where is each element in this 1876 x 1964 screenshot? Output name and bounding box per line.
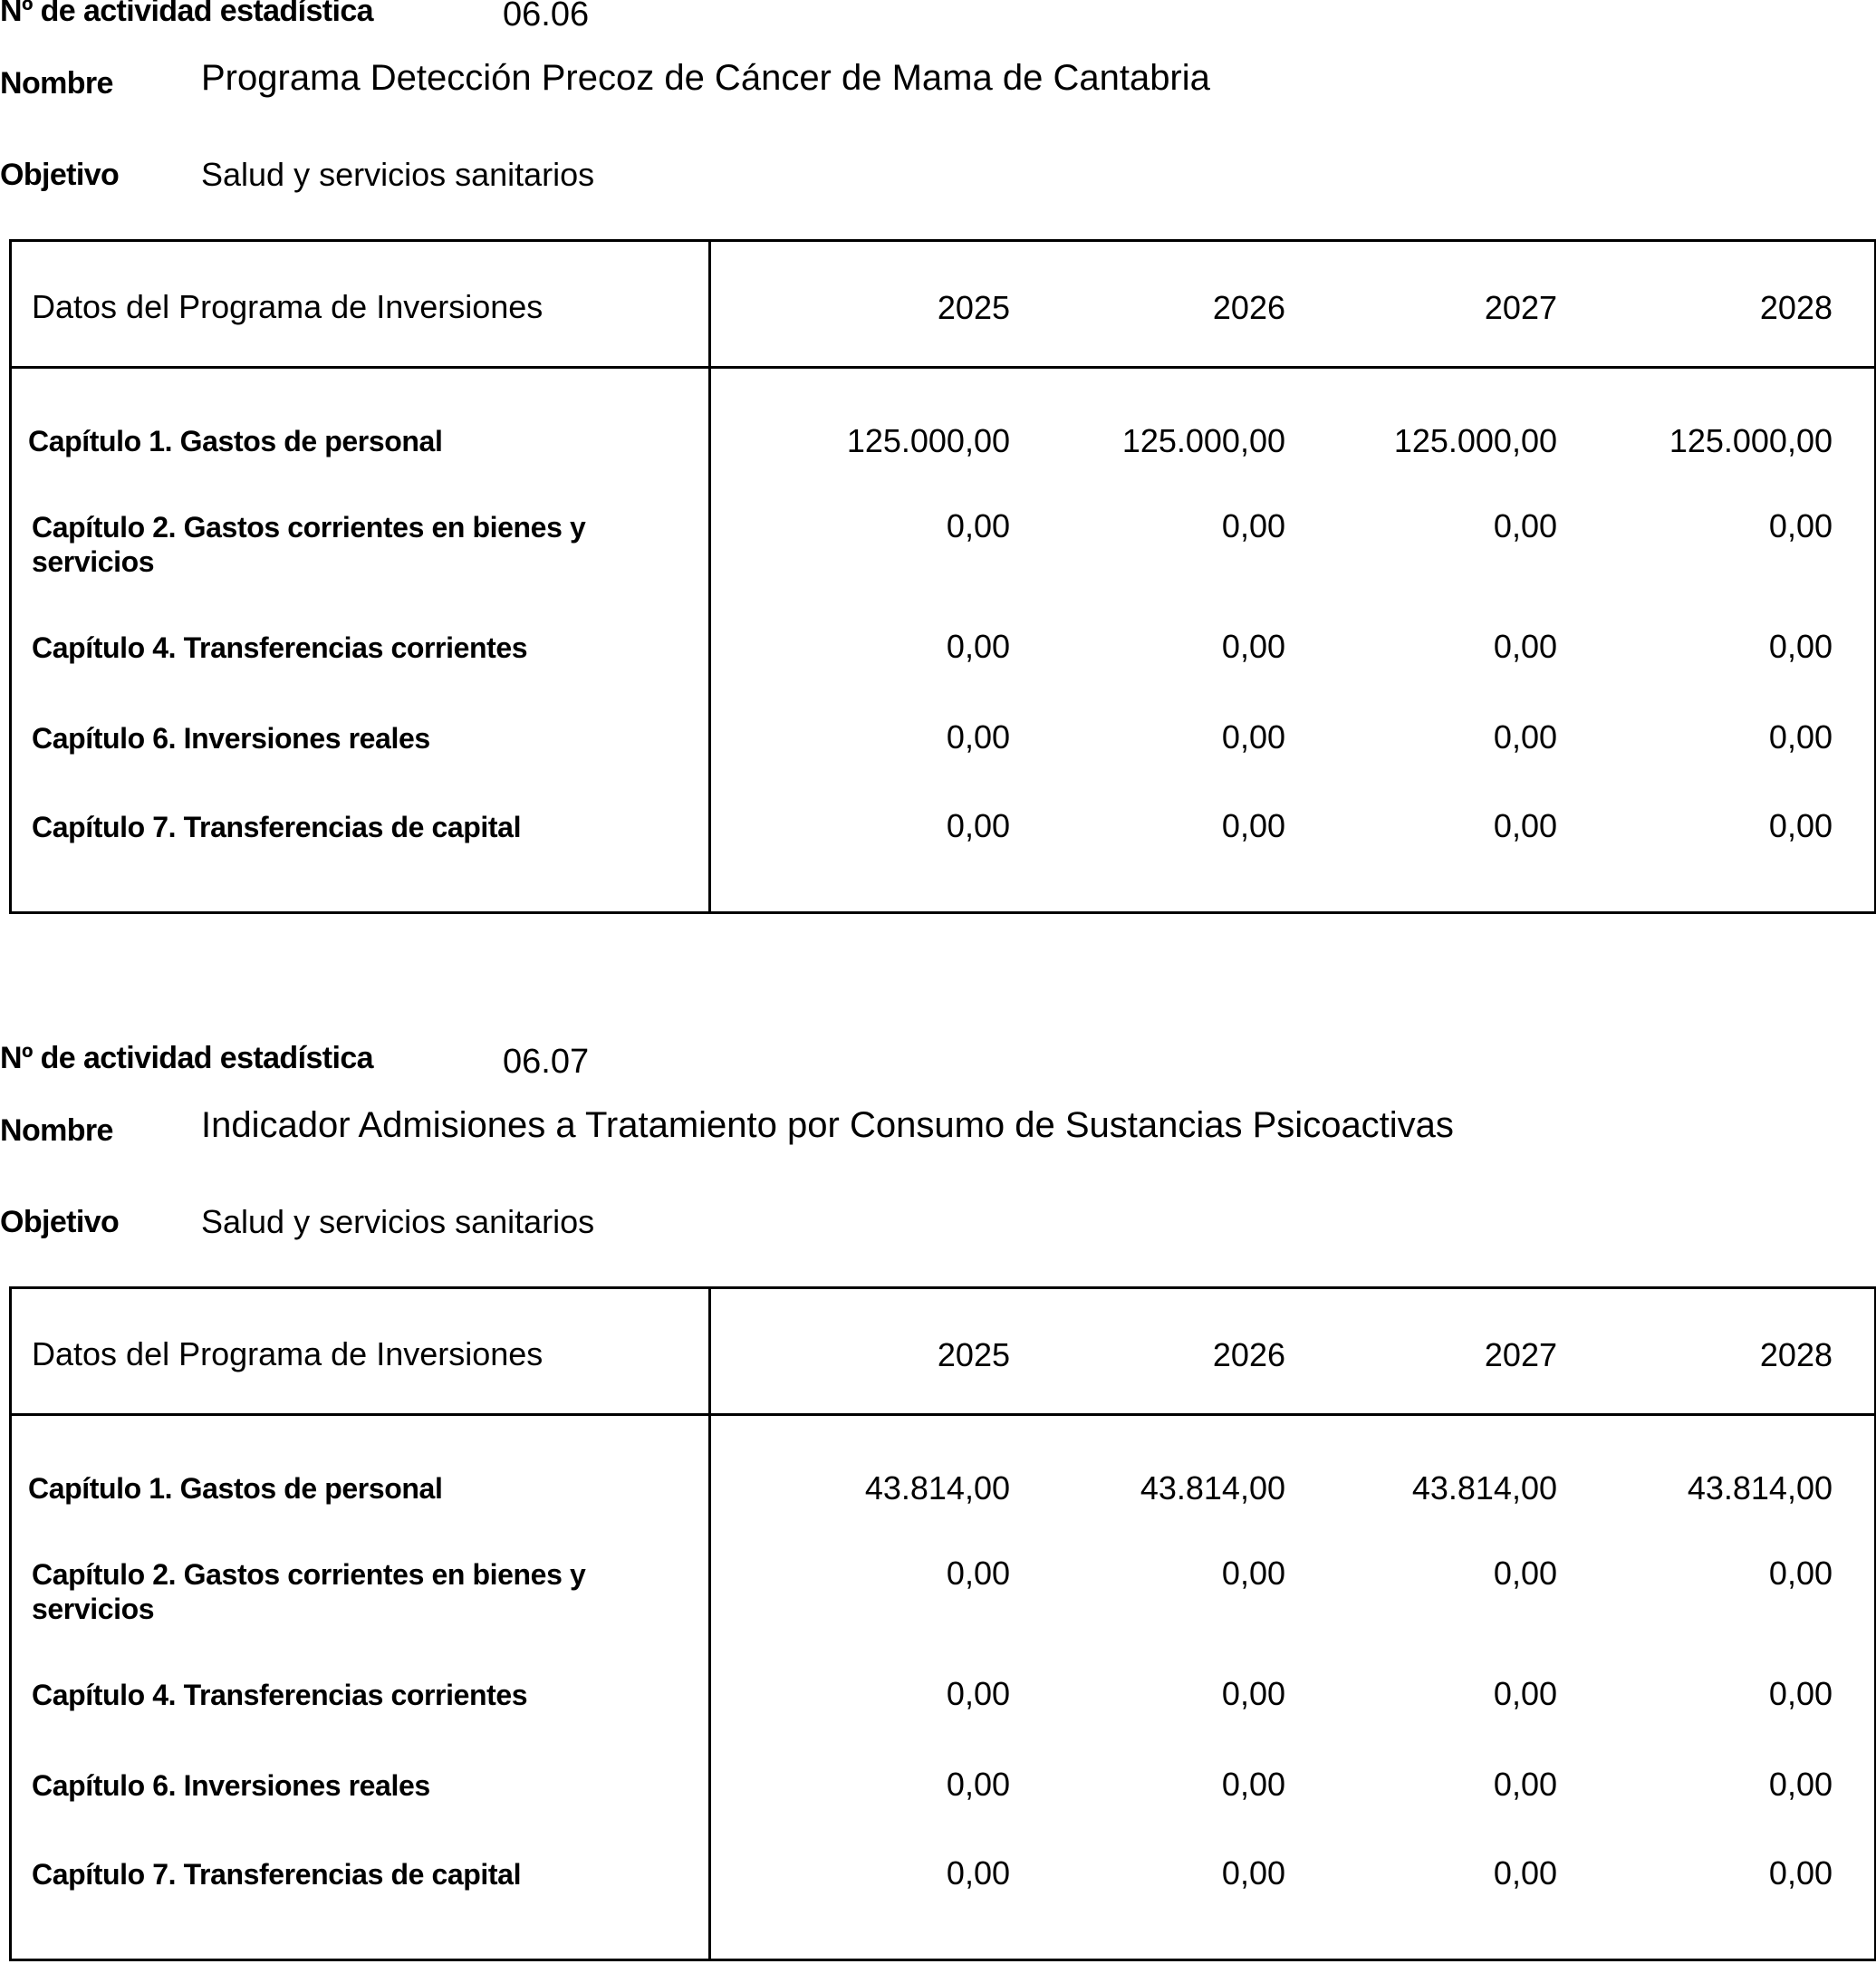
cell-value: 0,00 <box>1221 1675 1285 1712</box>
cell-value: 0,00 <box>1493 507 1557 544</box>
cell-value: 0,00 <box>1221 718 1285 756</box>
cell-value: 0,00 <box>946 1555 1010 1592</box>
objective-label: Objetivo <box>0 1205 120 1239</box>
row-label: Capítulo 4. Transferencias corrientes <box>32 631 528 664</box>
cell-value: 0,00 <box>946 1766 1010 1803</box>
cell-value: 43.814,00 <box>1140 1469 1285 1507</box>
cell-value: 0,00 <box>1221 807 1285 844</box>
cell-value: 0,00 <box>1768 1675 1833 1712</box>
cell-value: 43.814,00 <box>1411 1469 1557 1507</box>
row-label: Capítulo 6. Inversiones reales <box>32 1769 430 1802</box>
cell-value: 0,00 <box>1768 1854 1833 1892</box>
name-label: Nombre <box>0 1113 113 1148</box>
cell-value: 0,00 <box>946 807 1010 844</box>
column-divider <box>708 242 711 911</box>
year-header: 2028 <box>1759 1336 1833 1373</box>
year-header: 2027 <box>1484 289 1557 326</box>
header-divider <box>12 366 1874 369</box>
name-label: Nombre <box>0 66 113 101</box>
objective-value: Salud y servicios sanitarios <box>201 1203 595 1240</box>
header-divider <box>12 1413 1874 1416</box>
investment-table <box>9 1286 1876 1961</box>
year-header: 2026 <box>1212 1336 1285 1373</box>
row-label: Capítulo 7. Transferencias de capital <box>32 1858 522 1891</box>
year-header: 2025 <box>937 1336 1010 1373</box>
year-header: 2025 <box>937 289 1010 326</box>
cell-value: 0,00 <box>946 1675 1010 1712</box>
cell-value: 0,00 <box>1221 507 1285 544</box>
cell-value: 43.814,00 <box>1687 1469 1833 1507</box>
cell-value: 0,00 <box>1768 718 1833 756</box>
cell-value: 0,00 <box>1493 718 1557 756</box>
cell-value: 0,00 <box>1493 1766 1557 1803</box>
cell-value: 125.000,00 <box>1393 422 1557 459</box>
cell-value: 0,00 <box>946 507 1010 544</box>
row-label: Capítulo 4. Transferencias corrientes <box>32 1679 528 1711</box>
cell-value: 0,00 <box>1493 807 1557 844</box>
column-divider <box>708 1289 711 1959</box>
cell-value: 125.000,00 <box>846 422 1010 459</box>
year-header: 2027 <box>1484 1336 1557 1373</box>
cell-value: 0,00 <box>1493 1555 1557 1592</box>
cell-value: 0,00 <box>1221 1766 1285 1803</box>
objective-label: Objetivo <box>0 158 120 192</box>
cell-value: 0,00 <box>1221 628 1285 665</box>
activity-section-2 <box>0 1041 1876 1953</box>
year-header: 2028 <box>1759 289 1833 326</box>
cell-value: 0,00 <box>1493 1854 1557 1892</box>
cell-value: 0,00 <box>1493 628 1557 665</box>
cell-value: 0,00 <box>1768 628 1833 665</box>
activity-number-label: Nº de actividad estadística <box>0 0 373 28</box>
activity-number-value: 06.06 <box>503 0 590 34</box>
cell-value: 43.814,00 <box>864 1469 1010 1507</box>
row-label: Capítulo 1. Gastos de personal <box>28 1472 443 1505</box>
row-label: Capítulo 2. Gastos corrientes en bienes y servicios <box>32 1558 586 1625</box>
cell-value: 0,00 <box>1768 507 1833 544</box>
row-label: Capítulo 6. Inversiones reales <box>32 722 430 755</box>
cell-value: 125.000,00 <box>1669 422 1833 459</box>
table-header-title: Datos del Programa de Inversiones <box>32 288 544 325</box>
cell-value: 125.000,00 <box>1121 422 1285 459</box>
name-value: Indicador Admisiones a Tratamiento por Consumo de Sustancias Psicoactivas <box>201 1105 1454 1145</box>
cell-value: 0,00 <box>946 718 1010 756</box>
investment-table <box>9 239 1876 914</box>
year-header: 2026 <box>1212 289 1285 326</box>
table-header-title: Datos del Programa de Inversiones <box>32 1335 544 1372</box>
cell-value: 0,00 <box>1221 1854 1285 1892</box>
cell-value: 0,00 <box>1768 807 1833 844</box>
row-label: Capítulo 7. Transferencias de capital <box>32 811 522 843</box>
activity-number-value: 06.07 <box>503 1043 590 1081</box>
cell-value: 0,00 <box>946 1854 1010 1892</box>
objective-value: Salud y servicios sanitarios <box>201 156 595 193</box>
name-value: Programa Detección Precoz de Cáncer de Mama de Cantabria <box>201 58 1210 98</box>
cell-value: 0,00 <box>1768 1555 1833 1592</box>
cell-value: 0,00 <box>1493 1675 1557 1712</box>
activity-section-1 <box>0 0 1876 906</box>
row-label: Capítulo 2. Gastos corrientes en bienes y servicios <box>32 511 586 578</box>
activity-number-label: Nº de actividad estadística <box>0 1041 373 1075</box>
row-label: Capítulo 1. Gastos de personal <box>28 425 443 457</box>
cell-value: 0,00 <box>1768 1766 1833 1803</box>
cell-value: 0,00 <box>946 628 1010 665</box>
cell-value: 0,00 <box>1221 1555 1285 1592</box>
